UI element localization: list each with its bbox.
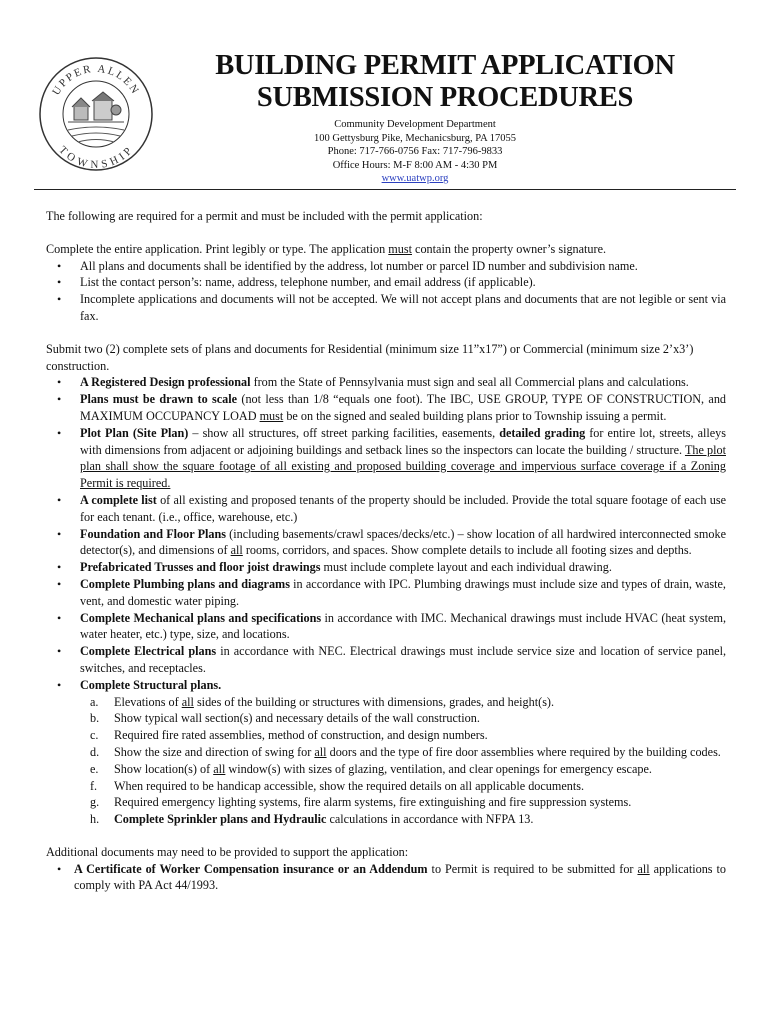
sub-item: c. Required fire rated assemblies, method of construction, and design numbers. (90, 728, 488, 743)
sub-item: g. Required emergency lighting systems, fire alarm systems, fire extinguishing and fire suppression systems. (90, 795, 632, 810)
structural-sublist (46, 694, 726, 828)
list-item: • Complete Plumbing plans and diagrams in accordance with IPC. Plumbing drawings must include size and types of drain, waste, vent, and domestic water piping. (46, 576, 726, 610)
document-body (46, 208, 726, 894)
section1-lead: Complete the entire application. Print legibly or type. The application must contain the property owner’s signature. (46, 241, 607, 256)
svg-text:TOWNSHIP (56, 144, 135, 171)
title-line-1: BUILDING PERMIT APPLICATION (215, 50, 675, 81)
header-divider (34, 189, 736, 190)
section2-list (46, 374, 726, 693)
title-line-2: SUBMISSION PROCEDURES (256, 82, 634, 113)
phone-fax: Phone: 717-766-0756 Fax: 717-796-9833 (327, 146, 503, 158)
sub-item: h. Complete Sprinkler plans and Hydraulic calculations in accordance with NFPA 13. (90, 812, 534, 827)
list-item: • A Registered Design professional from the State of Pennsylvania must sign and seal all Commercial plans and calculations. (46, 374, 726, 391)
sub-item: f. When required to be handicap accessible, show the required details on all applicable documents. (90, 778, 585, 793)
seal-bottom-text: TOWNSHIP (56, 143, 136, 172)
seal-top-text: UPPER ALLEN (50, 62, 142, 98)
list-item: • Complete Structural plans. (46, 677, 726, 694)
page-title (180, 50, 710, 114)
list-item: • Prefabricated Trusses and floor joist drawings must include complete layout and each individual drawing. (46, 559, 726, 576)
section1-list (46, 258, 726, 325)
list-item: • Complete Electrical plans in accordance with NEC. Electrical drawings must include service size and location of service panel, switches, and receptacles. (46, 643, 726, 677)
department-name: Community Development Department (334, 119, 496, 130)
list-item: • All plans and documents shall be identified by the address, lot number or parcel ID number and subdivision name. (46, 258, 726, 275)
list-item: • Plans must be drawn to scale (not less than 1/8 “equals one foot). The IBC, USE GROUP, TYPE OF CONSTRUCTION, and MAXIMUM OCCUPANCY LOAD must be on the signed and sealed building plans prior to Township issuing a permit. (46, 391, 726, 425)
contact-block (250, 118, 580, 186)
sub-item: d. Show the size and direction of swing for all doors and the type of fire door assemblies where required by the building codes. (90, 744, 721, 759)
section2-lead: Submit two (2) complete sets of plans and documents for Residential (minimum size 11”x17”) or Commercial (minimum size 2’x3’) construction. (46, 341, 694, 373)
township-seal (38, 56, 154, 172)
section3-lead: Additional documents may need to be provided to support the application: (46, 844, 409, 859)
list-item: • Incomplete applications and documents will not be accepted. We will not accept plans and documents that are not legible or sent via fax. (46, 291, 726, 325)
list-item: • A Certificate of Worker Compensation insurance or an Addendum to Permit is required to be submitted for all applications to comply with PA Act 44/1993. (46, 861, 726, 895)
list-item: • A complete list of all existing and proposed tenants of the property should be included. Provide the total square footage of each use for each tenant. (i.e., office, warehouse, etc.) (46, 492, 726, 526)
office-address: 100 Gettysburg Pike, Mechanicsburg, PA 17055 (314, 132, 516, 144)
office-hours: Office Hours: M-F 8:00 AM - 4:30 PM (332, 159, 498, 171)
sub-item: b. Show typical wall section(s) and necessary details of the wall construction. (90, 711, 480, 726)
intro-text: The following are required for a permit and must be included with the permit application: (46, 209, 483, 223)
list-item: • List the contact person’s: name, address, telephone number, and email address (if applicable). (46, 274, 726, 291)
list-item: • Complete Mechanical plans and specifications in accordance with IMC. Mechanical drawings must include HVAC (heat system, water heater, etc.) type, size, and locations. (46, 610, 726, 644)
website-link[interactable]: www.uatwp.org (381, 173, 449, 185)
list-item: • Plot Plan (Site Plan) – show all structures, off street parking facilities, easements, detailed grading for entire lot, streets, alleys with dimensions from adjacent or adjoining buildings and setback lines so the inspectors can locate the building / structure. The plot plan shall show the square footage of all existing and proposed building coverage and impervious surface coverage if a Zoning Permit is required. (46, 425, 726, 492)
section3-list (46, 861, 726, 895)
sub-item: a. Elevations of all sides of the building or structures with dimensions, grades, and height(s). (90, 694, 555, 709)
list-item: • Foundation and Floor Plans (including basements/crawl spaces/decks/etc.) – show location of all hardwired interconnected smoke detector(s), and dimensions of all rooms, corridors, and spaces. Show complete details to include all footing sizes and depths. (46, 526, 726, 560)
sub-item: e. Show location(s) of all window(s) with sizes of glazing, ventilation, and clear openings for emergency escape. (90, 761, 652, 776)
